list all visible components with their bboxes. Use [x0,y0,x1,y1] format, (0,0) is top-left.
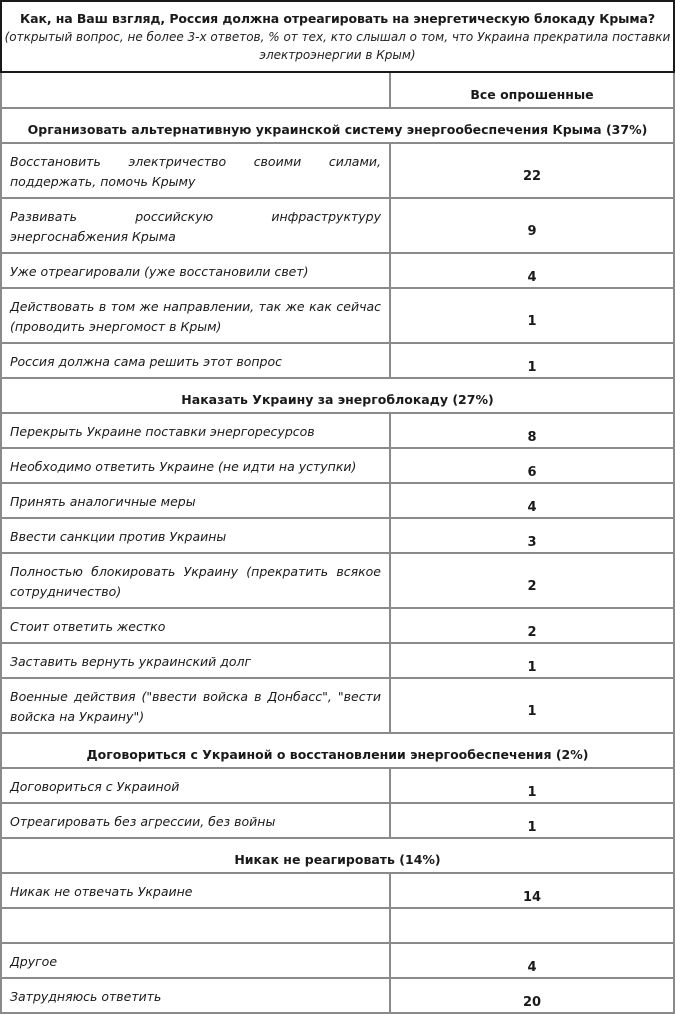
table-row [1,678,674,733]
row-value: 2 [390,553,674,608]
row-label: Восстановить электричество своими силами, поддержать, помочь Крыму [1,143,390,198]
table-row [1,343,674,378]
row-label: Развивать российскую инфраструктуру энергоснабжения Крыма [1,198,390,253]
column-header-all-respondents: Все опрошенные [390,73,674,108]
row-label: Россия должна сама решить этот вопрос [1,343,390,378]
section-row [1,838,674,873]
empty-header-cell [1,73,390,108]
section-heading-alternative-supply: Организовать альтернативную украинской систему энергообеспечения Крыма (37%) [1,108,674,143]
row-label: Полностью блокировать Украину (прекратить всякое сотрудничество) [1,553,390,608]
table-row [1,448,674,483]
table-row [1,483,674,518]
table-row [1,198,674,253]
column-header-row [1,73,674,108]
table-row [1,768,674,803]
row-label: Договориться с Украиной [1,768,390,803]
row-value: 22 [390,143,674,198]
question-note: (открытый вопрос, не более 3-х ответов, % от тех, кто слышал о том, что Украина прекратила поставки электроэнергии в Крым) [4,30,671,62]
row-value: 2 [390,608,674,643]
table-row [1,608,674,643]
row-label: Стоит ответить жестко [1,608,390,643]
row-label: Перекрыть Украине поставки энергоресурсов [1,413,390,448]
row-value: 4 [390,483,674,518]
section-row [1,108,674,143]
row-label-other: Другое [1,943,390,978]
table-row [1,643,674,678]
row-value: 1 [390,288,674,343]
table-row [1,518,674,553]
row-label: Никак не отвечать Украине [1,873,390,908]
section-row [1,733,674,768]
row-value-hard-to-say: 20 [390,978,674,1013]
survey-results-table [0,73,675,1014]
table-row [1,143,674,198]
section-row [1,378,674,413]
empty-row [1,908,674,943]
row-value: 9 [390,198,674,253]
row-label: Уже отреагировали (уже восстановили свет) [1,253,390,288]
row-value: 1 [390,643,674,678]
row-value-other: 4 [390,943,674,978]
section-heading-punish-ukraine: Наказать Украину за энергоблокаду (27%) [1,378,674,413]
row-label: Принять аналогичные меры [1,483,390,518]
row-value: 4 [390,253,674,288]
row-value: 8 [390,413,674,448]
row-label: Действовать в том же направлении, так же как сейчас (проводить энергомост в Крым) [1,288,390,343]
row-value [390,908,674,943]
section-heading-negotiate: Договориться с Украиной о восстановлении энергообеспечения (2%) [1,733,674,768]
row-label: Отреагировать без агрессии, без войны [1,803,390,838]
table-row [1,288,674,343]
row-value: 14 [390,873,674,908]
table-row [1,978,674,1013]
row-value: 1 [390,678,674,733]
row-label [1,908,390,943]
row-label: Заставить вернуть украинский долг [1,643,390,678]
table-row [1,413,674,448]
row-value: 1 [390,768,674,803]
row-label: Ввести санкции против Украины [1,518,390,553]
table-row [1,873,674,908]
row-label: Необходимо ответить Украине (не идти на уступки) [1,448,390,483]
question-title-box [0,0,675,73]
table-row [1,253,674,288]
row-value: 3 [390,518,674,553]
table-row [1,803,674,838]
table-row [1,553,674,608]
row-value: 1 [390,803,674,838]
row-value: 1 [390,343,674,378]
row-label: Военные действия ("ввести войска в Донбасс", "вести войска на Украину") [1,678,390,733]
question-title: Как, на Ваш взгляд, Россия должна отреагировать на энергетическую блокаду Крыма? [20,11,655,26]
row-value: 6 [390,448,674,483]
table-row [1,943,674,978]
row-label-hard-to-say: Затрудняюсь ответить [1,978,390,1013]
section-heading-no-reaction: Никак не реагировать (14%) [1,838,674,873]
